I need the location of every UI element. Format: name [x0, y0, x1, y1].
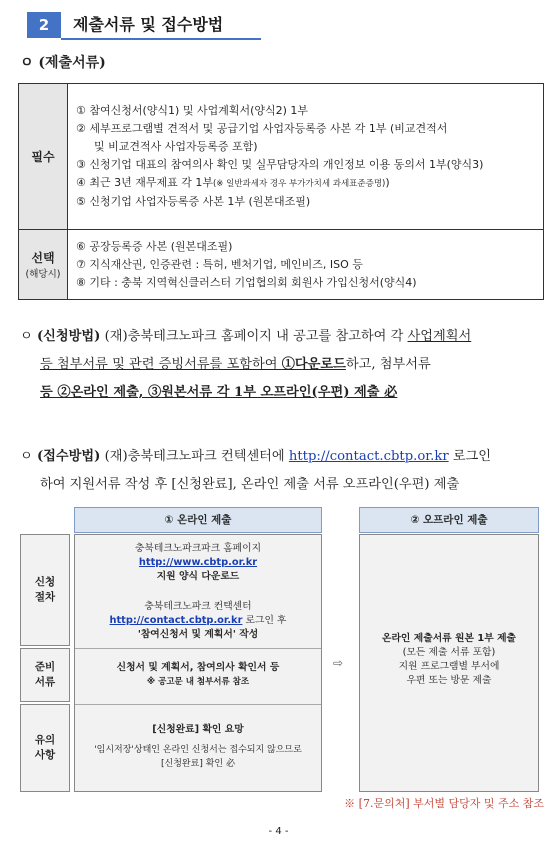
required-item: ② 세부프로그램별 견적서 및 공급기업 사업자등록증 사본 각 1부 (비교견적서 — [76, 122, 448, 135]
row-label-notice: 유의 사항 — [20, 704, 70, 792]
required-item-cont: 및 비교견적사 사업자등록증 포함) — [94, 140, 258, 153]
required-item: ④ 최근 3년 재무제표 각 1부(※ 일반과세자 경우 부가가치세 과세표준증명)) — [76, 176, 390, 189]
offline-panel — [359, 534, 539, 792]
page-number: - 4 - — [268, 826, 289, 837]
optional-item: ⑧ 기타 : 충북 지역혁신클러스터 기업협의회 회원사 가입신청서(양식4) — [76, 275, 417, 289]
required-label: 필수 — [19, 84, 68, 230]
row-label-apply: 신청 절차 — [20, 534, 70, 646]
method-paragraph: ㅇ (신청방법) (재)충북테크노파크 홈페이지 내 공고를 참고하여 각 사업계획서 등 첨부서류 및 관련 증빙서류를 포함하여 ①다운로드하고, 첨부서류 등 ②온라인 제출, ③원본서류 각 1부 오프라인(우편) 제출 必 — [20, 329, 472, 400]
arrow-right-icon: ⇨ — [333, 656, 344, 670]
apply-block-download: 충북테크노파크파크 홈페이지 http://www.cbtp.or.kr 지원 양식 다운로드 — [134, 543, 262, 582]
offline-text: 온라인 제출서류 원본 1부 제출 (모든 제출 서류 포함) 지원 프로그램별 부서에 우편 또는 방문 제출 — [381, 633, 517, 686]
online-header: ① 온라인 제출 — [74, 507, 322, 533]
documents-table — [18, 83, 544, 300]
optional-item: ⑥ 공장등록증 사본 (원본대조필) — [76, 239, 233, 253]
online-panel — [74, 534, 322, 792]
contact-center-link[interactable]: http://contact.cbtp.or.kr — [109, 615, 243, 626]
offline-header: ② 오프라인 제출 — [359, 507, 539, 533]
docs-heading: ㅇ (제출서류) — [20, 55, 106, 71]
section-number: 2 — [27, 12, 61, 38]
required-item: ① 참여신청서(양식1) 및 사업계획서(양식2) 1부 — [76, 104, 309, 117]
required-item: ③ 신청기업 대표의 참여의사 확인 및 실무담당자의 개인정보 이용 동의서 1부(양식3) — [76, 158, 484, 171]
prep-docs: 신청서 및 계획서, 참여의사 확인서 등 ※ 공고문 내 첨부서류 참조 — [116, 661, 280, 687]
section-underline — [61, 38, 261, 40]
row-label-prep: 준비 서류 — [20, 648, 70, 702]
cbtp-link[interactable]: http://www.cbtp.or.kr — [138, 557, 258, 568]
footnote: ※ [7.문의처] 부서별 담당자 및 주소 참조 — [344, 797, 544, 810]
section-title: 제출서류 및 접수방법 — [73, 15, 224, 34]
apply-block-contact: 충북테크노파크 컨택센터 http://contact.cbtp.or.kr 로그인 후 '참여신청서 및 계획서' 작성 — [109, 601, 287, 640]
contact-link[interactable]: http://contact.cbtp.or.kr — [288, 449, 449, 464]
optional-label: 선택 (해당시) — [19, 230, 68, 300]
optional-items — [68, 230, 544, 300]
notice-text: [신청완료] 확인 요망 '임시저장'상태인 온라인 신청서는 접수되지 않으므로 [신청완료] 확인 必 — [94, 724, 302, 769]
required-item: ⑤ 신청기업 사업자등록증 사본 1부 (원본대조필) — [76, 195, 311, 208]
receipt-paragraph: ㅇ (접수방법) (재)충북테크노파크 컨텍센터에 http://contact.cbtp.or.kr 로그인 하여 지원서류 작성 후 [신청완료], 온라인 제출 서류 오프라인(우편) 제출 — [20, 449, 492, 492]
optional-item: ⑦ 지식재산권, 인증관련 : 특허, 벤처기업, 메인비즈, ISO 등 — [76, 257, 363, 271]
required-items — [68, 84, 544, 230]
